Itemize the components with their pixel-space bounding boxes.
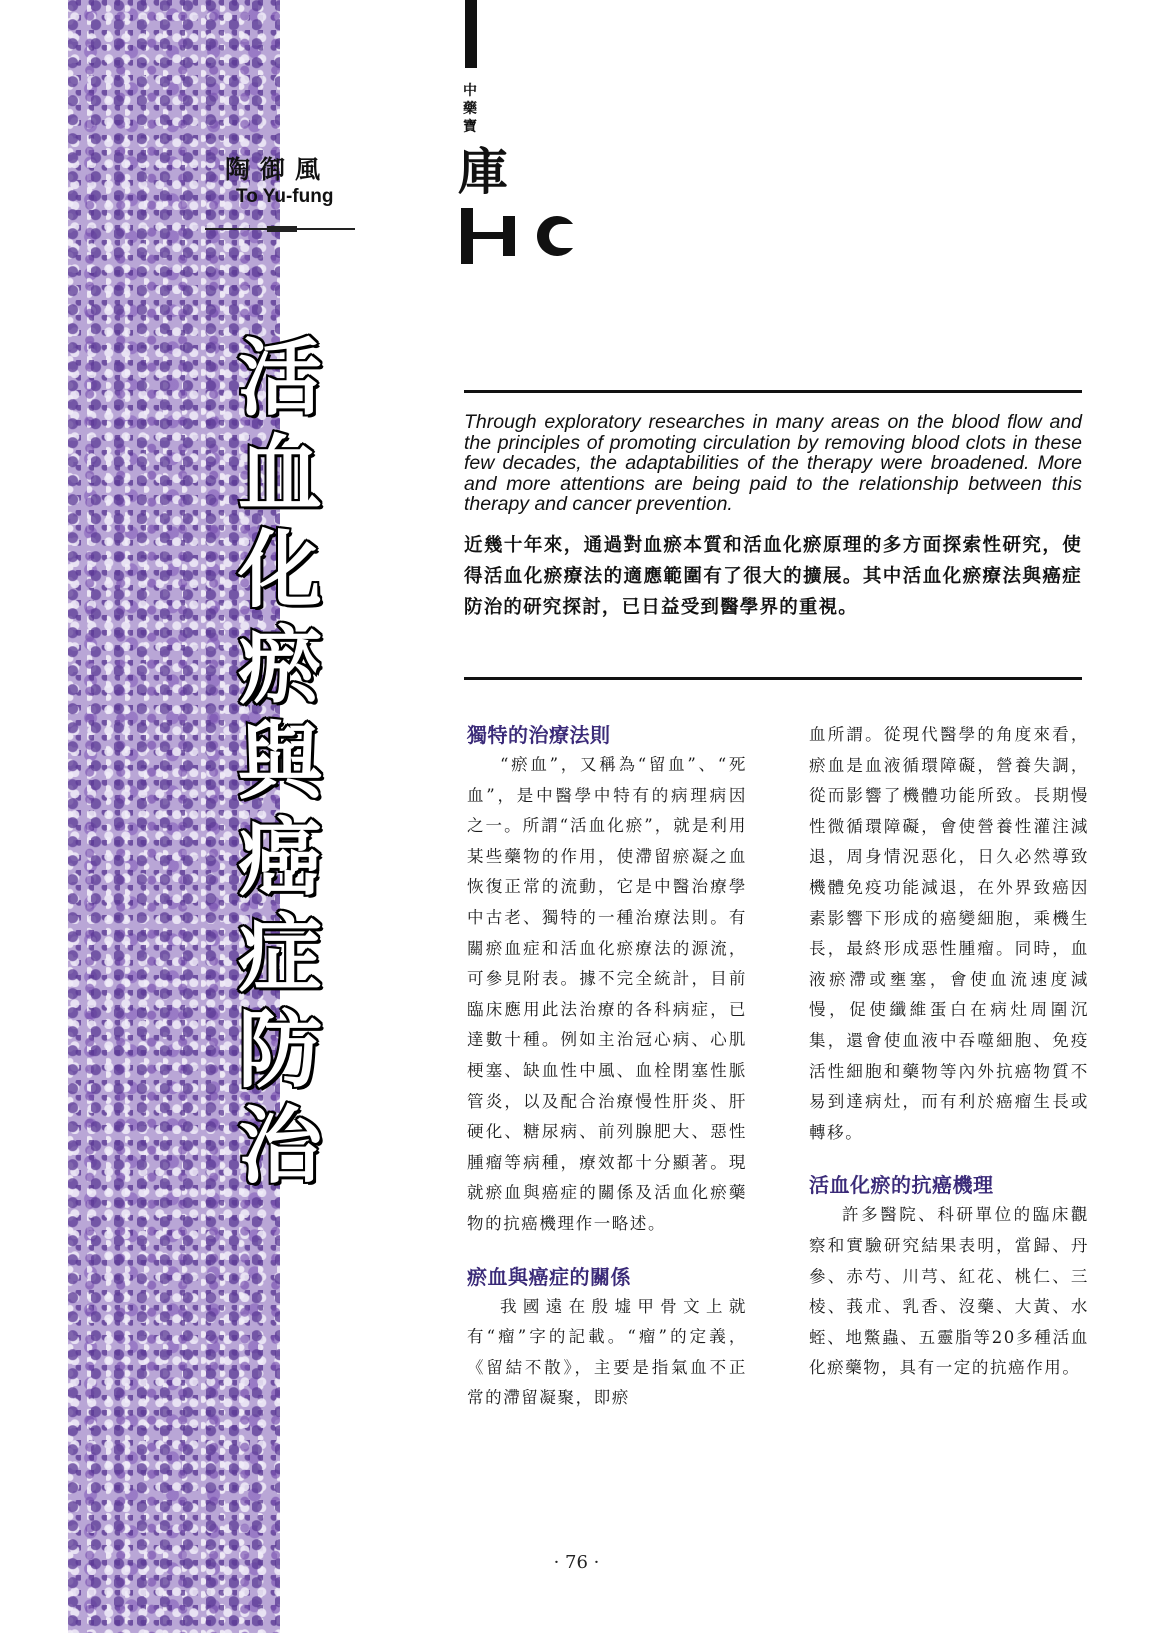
title-char: 活 bbox=[237, 329, 322, 427]
title-char: 症 bbox=[237, 905, 322, 1003]
abstract-english: Through exploratory researches in many areas on the blood flow and the principles of promoting circulation by removing blood clots in these few decades, the adaptabilities of the therapy were broadened. More and more attentions are being paid to the relationship between this therapy and cancer prevention. bbox=[464, 411, 1082, 515]
column-logo-small bbox=[460, 82, 480, 136]
column-logo-mark bbox=[461, 208, 585, 264]
body-column-2 bbox=[809, 720, 1089, 1384]
abstract-rule-bottom bbox=[464, 677, 1082, 680]
section-paragraph: 我國遠在殷墟甲骨文上就有“瘤”字的記載。“瘤”的定義，《留結不散》，主要是指氣血不正常的滯留凝聚，即瘀 bbox=[467, 1296, 747, 1408]
section-heading: 瘀血與癌症的關係 bbox=[467, 1264, 631, 1289]
abstract-chinese: 近幾十年來，通過對血瘀本質和活血化瘀原理的多方面探索性研究，使得活血化瘀療法的適應範圍有了很大的擴展。其中活血化瘀療法與癌症防治的研究探討，已日益受到醫學界的重視。 bbox=[464, 535, 1082, 618]
article-title bbox=[230, 330, 330, 1194]
title-char: 防 bbox=[237, 1001, 322, 1099]
title-char: 癌 bbox=[237, 809, 322, 907]
title-char: 化 bbox=[237, 521, 322, 619]
title-char: 治 bbox=[237, 1097, 322, 1195]
section-paragraph: 血所謂。從現代醫學的角度來看，瘀血是血液循環障礙，營養失調，從而影響了機體功能所致。長期慢性微循環障礙，會使營養性灌注減退，周身情況惡化，日久必然導致機體免疫功能減退，在外界致癌因素影響下形成的癌變細胞，乘機生長，最終形成惡性腫瘤。同時，血液瘀滯或壅塞，會使血流速度減慢，促使纖維蛋白在病灶周圍沉集，還會使血液中吞噬細胞、免疫活性細胞和藥物等內外抗癌物質不易到達病灶，而有利於癌瘤生長或轉移。 bbox=[809, 725, 1089, 1142]
page-number: · 76 · bbox=[553, 1552, 600, 1573]
title-char: 與 bbox=[237, 713, 322, 811]
section-paragraph: 許多醫院、科研單位的臨床觀察和實驗研究結果表明，當歸、丹參、赤芍、川芎、紅花、桃仁、三棱、莪朮、乳香、沒藥、大黃、水蛭、地鱉蟲、五靈脂等20多種活血化瘀藥物，具有一定的抗癌作用。 bbox=[809, 1205, 1089, 1378]
title-char: 瘀 bbox=[237, 617, 322, 715]
column-logo-char: 藥 bbox=[463, 101, 477, 117]
column-logo-big: 庫 bbox=[458, 142, 508, 201]
section-heading: 獨特的治療法則 bbox=[467, 723, 611, 747]
author-name-zh: 陶御風 bbox=[225, 155, 331, 184]
column-logo-char: 寶 bbox=[463, 119, 477, 135]
title-char: 血 bbox=[237, 425, 322, 523]
section-heading: 活血化瘀的抗癌機理 bbox=[809, 1173, 994, 1198]
author-divider-accent bbox=[267, 226, 297, 232]
section-paragraph: “瘀血”，又稱為“留血”、“死血”，是中醫學中特有的病理病因之一。所謂“活血化瘀”，就是利用某些藥物的作用，使滯留瘀凝之血恢復正常的流動，它是中醫治療學中古老、獨特的一種治療法則。有關瘀血症和活血化瘀療法的源流，可參見附表。據不完全統計，目前臨床應用此法治療的各科病症，已達數十種。例如主治冠心病、心肌梗塞、缺血性中風、血栓閉塞性脈管炎，以及配合治療慢性肝炎、肝硬化、糖尿病、前列腺肥大、惡性腫瘤等病種，療效都十分顯著。現就瘀血與癌症的關係及活血化瘀藥物的抗癌機理作一略述。 bbox=[467, 755, 747, 1233]
column-logo-bar bbox=[465, 0, 477, 68]
abstract-rule-top bbox=[464, 390, 1082, 393]
body-column-1 bbox=[467, 720, 747, 1414]
column-logo-char: 中 bbox=[463, 83, 477, 99]
author-name-en: To Yu-fung bbox=[236, 186, 334, 207]
